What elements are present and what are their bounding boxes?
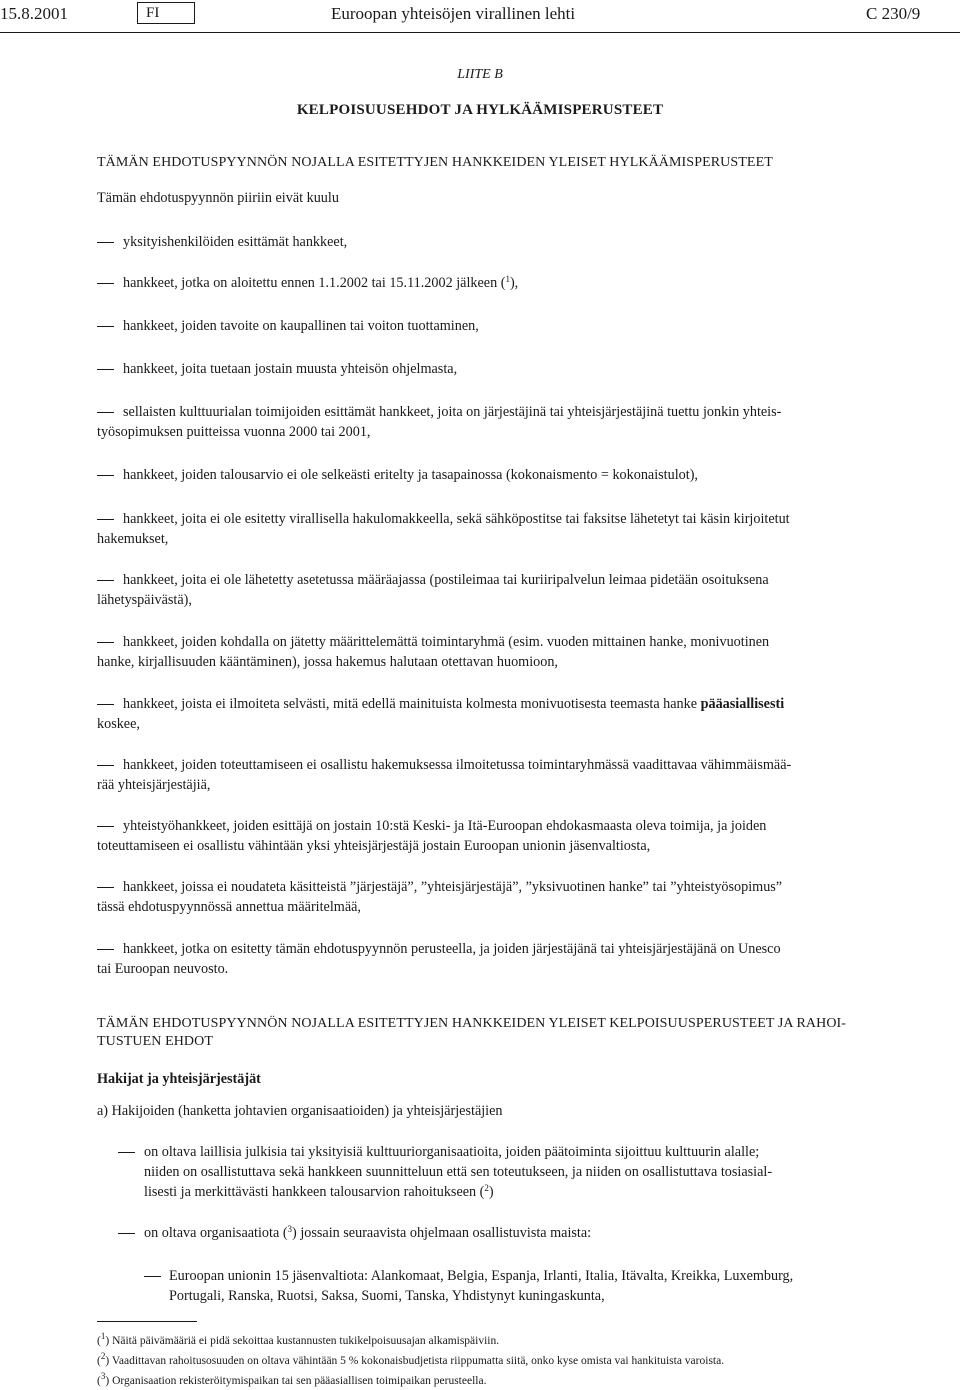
point-a: a) Hakijoiden (hanketta johtavien organisaatioiden) ja yhteisjärjestäjien bbox=[97, 1103, 503, 1119]
list-item bbox=[97, 877, 867, 917]
item-text: lisesti ja merkittävästi hankkeen talousarvion rahoitukseen ( bbox=[144, 1184, 485, 1200]
list-item-member-states bbox=[144, 1266, 864, 1306]
dash-marker bbox=[118, 1152, 135, 1153]
footnote: ($^3$) Organisaation rekisteröitymispaikan tai sen pääasiallisen toimipaikan perusteella. bbox=[97, 1371, 487, 1387]
item-line: niiden on osallistuttava sekä hankkeen suunnitteluun että sen toteutukseen, ja niiden on osallistuttava tosiasial- bbox=[144, 1164, 773, 1180]
header-rule bbox=[0, 32, 960, 33]
footnote-ref: 2 bbox=[484, 1183, 489, 1193]
footnote-number: 1 bbox=[100, 1331, 106, 1341]
item-text: hankkeet, joiden talousarvio ei ole selkeästi eritelty ja tasapainossa (kokonaismento = kokonaistulot), bbox=[123, 467, 698, 483]
item-line bbox=[123, 273, 867, 293]
item-line bbox=[144, 1223, 868, 1243]
list-item-applicants-1 bbox=[118, 1142, 868, 1202]
item-line: koskee, bbox=[97, 716, 140, 732]
list-item bbox=[97, 509, 867, 549]
header-date: 15.8.2001 bbox=[0, 4, 68, 23]
footnote-number: 2 bbox=[100, 1351, 106, 1361]
item-line bbox=[123, 465, 867, 485]
item-text: hankkeet, joita tuetaan jostain muusta yhteisön ohjelmasta, bbox=[123, 361, 458, 377]
dash-marker bbox=[118, 1233, 135, 1234]
journal-title: Euroopan yhteisöjen virallinen lehti bbox=[331, 4, 576, 23]
dash-marker bbox=[97, 519, 114, 520]
section1-heading: TÄMÄN EHDOTUSPYYNNÖN NOJALLA ESITETTYJEN HANKKEIDEN YLEISET HYLKÄÄMISPERUSTEET bbox=[97, 155, 773, 170]
footnote: ($^2$) Vaadittavan rahoitusosuuden on oltava vähintään 5 % kokonaisbudjetista riippumatta siitä, onko kyse omista vai hankituista varoista. bbox=[97, 1351, 725, 1367]
list-item bbox=[97, 232, 867, 252]
item-text: hankkeet, joiden toteuttamiseen ei osallistu hakemuksessa ilmoitetussa toimintaryhmässä vaadittavaa vähimmäismää- bbox=[123, 757, 792, 773]
list-item bbox=[97, 632, 867, 672]
footnote-text: Organisaation rekisteröitymispaikan tai sen pääasiallisen toimipaikan perusteella. bbox=[112, 1375, 487, 1387]
item-text: hankkeet, jotka on aloitettu ennen 1.1.2002 tai 15.11.2002 jälkeen ( bbox=[123, 275, 506, 291]
list-item bbox=[97, 316, 867, 336]
footnote: ($^1$) Näitä päivämääriä ei pidä sekoittaa kustannusten tukikelpoisuusajan alkamispäiviin. bbox=[97, 1331, 500, 1347]
item-line: työsopimuksen puitteissa vuonna 2000 tai 2001, bbox=[97, 424, 371, 440]
dash-marker bbox=[97, 412, 114, 413]
item-text: hankkeet, joiden kohdalla on jätetty määrittelemättä toimintaryhmä (esim. vuoden mittainen hanke, monivuotinen bbox=[123, 634, 770, 650]
item-line bbox=[123, 877, 867, 897]
language-badge: FI bbox=[137, 2, 195, 24]
dash-marker bbox=[97, 887, 114, 888]
item-text: hankkeet, joita ei ole lähetetty asetetussa määräajassa (postileimaa tai kuriiripalvelun leimaa pidetään osoituksena bbox=[123, 572, 769, 588]
list-item bbox=[97, 570, 867, 610]
item-text: hankkeet, joiden tavoite on kaupallinen tai voiton tuottaminen, bbox=[123, 318, 479, 334]
emphasis: pääasiallisesti bbox=[700, 696, 785, 712]
item-line: on oltava laillisia julkisia tai yksityisiä kulttuuriorganisaatioita, joiden päätoiminta sijoittuu kulttuurin alalle; bbox=[144, 1144, 760, 1160]
footnote-ref: 3 bbox=[287, 1224, 293, 1234]
item-line bbox=[123, 509, 867, 529]
item-line bbox=[123, 939, 867, 959]
dash-marker bbox=[97, 242, 114, 243]
item-line bbox=[123, 632, 867, 652]
section1-intro: Tämän ehdotuspyynnön piiriin eivät kuulu bbox=[97, 190, 339, 206]
footnote-ref: 1 bbox=[505, 274, 510, 284]
footnote-text: Näitä päivämääriä ei pidä sekoittaa kustannusten tukikelpoisuusajan alkamispäiviin. bbox=[112, 1335, 500, 1347]
item-line bbox=[123, 316, 867, 336]
item-text: ), bbox=[509, 275, 519, 291]
item-text: ) jossain seuraavista ohjelmaan osallistuvista maista: bbox=[292, 1225, 592, 1241]
item-line: hakemukset, bbox=[97, 531, 169, 547]
footnote-rule bbox=[97, 1321, 197, 1322]
item-line bbox=[123, 402, 867, 422]
dash-marker bbox=[97, 580, 114, 581]
list-item bbox=[97, 465, 867, 485]
dash-marker bbox=[97, 369, 114, 370]
list-item bbox=[97, 694, 867, 734]
section2-subheading: Hakijat ja yhteisjärjestäjät bbox=[97, 1071, 261, 1087]
item-line bbox=[123, 755, 867, 775]
section2-heading-line2: TUSTUEN EHDOT bbox=[97, 1034, 214, 1049]
item-text: yksityishenkilöiden esittämät hankkeet, bbox=[123, 234, 348, 250]
footnote-number: 3 bbox=[100, 1371, 106, 1381]
dash-marker bbox=[97, 949, 114, 950]
dash-marker bbox=[97, 475, 114, 476]
footnote-text: Vaadittavan rahoitusosuuden on oltava vähintään 5 % kokonaisbudjetista riippumatta siitä, onko kyse omista vai hankituista varoista. bbox=[111, 1355, 725, 1367]
item-line bbox=[123, 816, 867, 836]
item-line bbox=[144, 1182, 868, 1202]
list-item bbox=[97, 273, 867, 293]
item-line: tässä ehdotuspyynnössä annettua määritelmää, bbox=[97, 899, 361, 915]
item-text: ) bbox=[488, 1184, 494, 1200]
item-line bbox=[123, 359, 867, 379]
item-line: Portugali, Ranska, Ruotsi, Saksa, Suomi, Tanska, Yhdistynyt kuningaskunta, bbox=[169, 1288, 605, 1304]
item-text: yhteistyöhankkeet, joiden esittäjä on jostain 10:stä Keski- ja Itä-Euroopan ehdokasmaasta oleva toimija, ja joiden bbox=[123, 818, 767, 834]
item-text: sellaisten kulttuurialan toimijoiden esittämät hankkeet, joita on järjestäjinä tai yhteisjärjestäjinä tuettu jonkin yhteis- bbox=[123, 404, 782, 420]
item-text: hankkeet, joissa ei noudateta käsitteistä ”järjestäjä”, ”yhteisjärjestäjä”, ”yksivuotinen hanke” tai ”yhteistyösopimus” bbox=[123, 879, 783, 895]
item-line: tai Euroopan neuvosto. bbox=[97, 961, 229, 977]
page-reference: C 230/9 bbox=[866, 4, 921, 23]
item-line: toteuttamiseen ei osallistu vähintään yksi yhteisjärjestäjä jostain Euroopan unionin jäsenvaltiosta, bbox=[97, 838, 651, 854]
dash-marker bbox=[97, 283, 114, 284]
item-text: on oltava organisaatiota ( bbox=[144, 1225, 288, 1241]
item-line: hanke, kirjallisuuden kääntäminen), jossa hakemus halutaan otettavan huomioon, bbox=[97, 654, 558, 670]
item-line: Euroopan unionin 15 jäsenvaltiota: Alankomaat, Belgia, Espanja, Irlanti, Italia, Itävalta, Kreikka, Luxemburg, bbox=[169, 1268, 794, 1284]
item-line: lähetyspäivästä), bbox=[97, 592, 192, 608]
document-title: KELPOISUUSEHDOT JA HYLKÄÄMISPERUSTEET bbox=[296, 102, 664, 118]
list-item-applicants-2 bbox=[118, 1223, 868, 1243]
list-item bbox=[97, 402, 867, 442]
dash-marker bbox=[97, 704, 114, 705]
list-item bbox=[97, 816, 867, 856]
item-line bbox=[123, 570, 867, 590]
item-text: hankkeet, jotka on esitetty tämän ehdotuspyynnön perusteella, ja joiden järjestäjänä tai yhteisjärjestäjänä on Unesco bbox=[123, 941, 781, 957]
section2-heading-line1: TÄMÄN EHDOTUSPYYNNÖN NOJALLA ESITETTYJEN HANKKEIDEN YLEISET KELPOISUUSPERUSTEET JA RAHOI- bbox=[97, 1016, 847, 1031]
dash-marker bbox=[97, 826, 114, 827]
item-line bbox=[123, 694, 867, 714]
list-item bbox=[97, 359, 867, 379]
item-line: rää yhteisjärjestäjiä, bbox=[97, 777, 211, 793]
item-text: hankkeet, joista ei ilmoiteta selvästi, mitä edellä mainituista kolmesta monivuotisesta teemasta hanke bbox=[123, 696, 701, 712]
dash-marker bbox=[97, 642, 114, 643]
list-item bbox=[97, 939, 867, 979]
annex-label: LIITE B bbox=[457, 67, 503, 82]
dash-marker bbox=[97, 765, 114, 766]
item-line bbox=[123, 232, 867, 252]
dash-marker bbox=[97, 326, 114, 327]
dash-marker bbox=[144, 1276, 161, 1277]
list-item bbox=[97, 755, 867, 795]
item-text: hankkeet, joita ei ole esitetty virallisella hakulomakkeella, sekä sähköpostitse tai faksitse lähetetyt tai käsin kirjoitetut bbox=[123, 511, 790, 527]
